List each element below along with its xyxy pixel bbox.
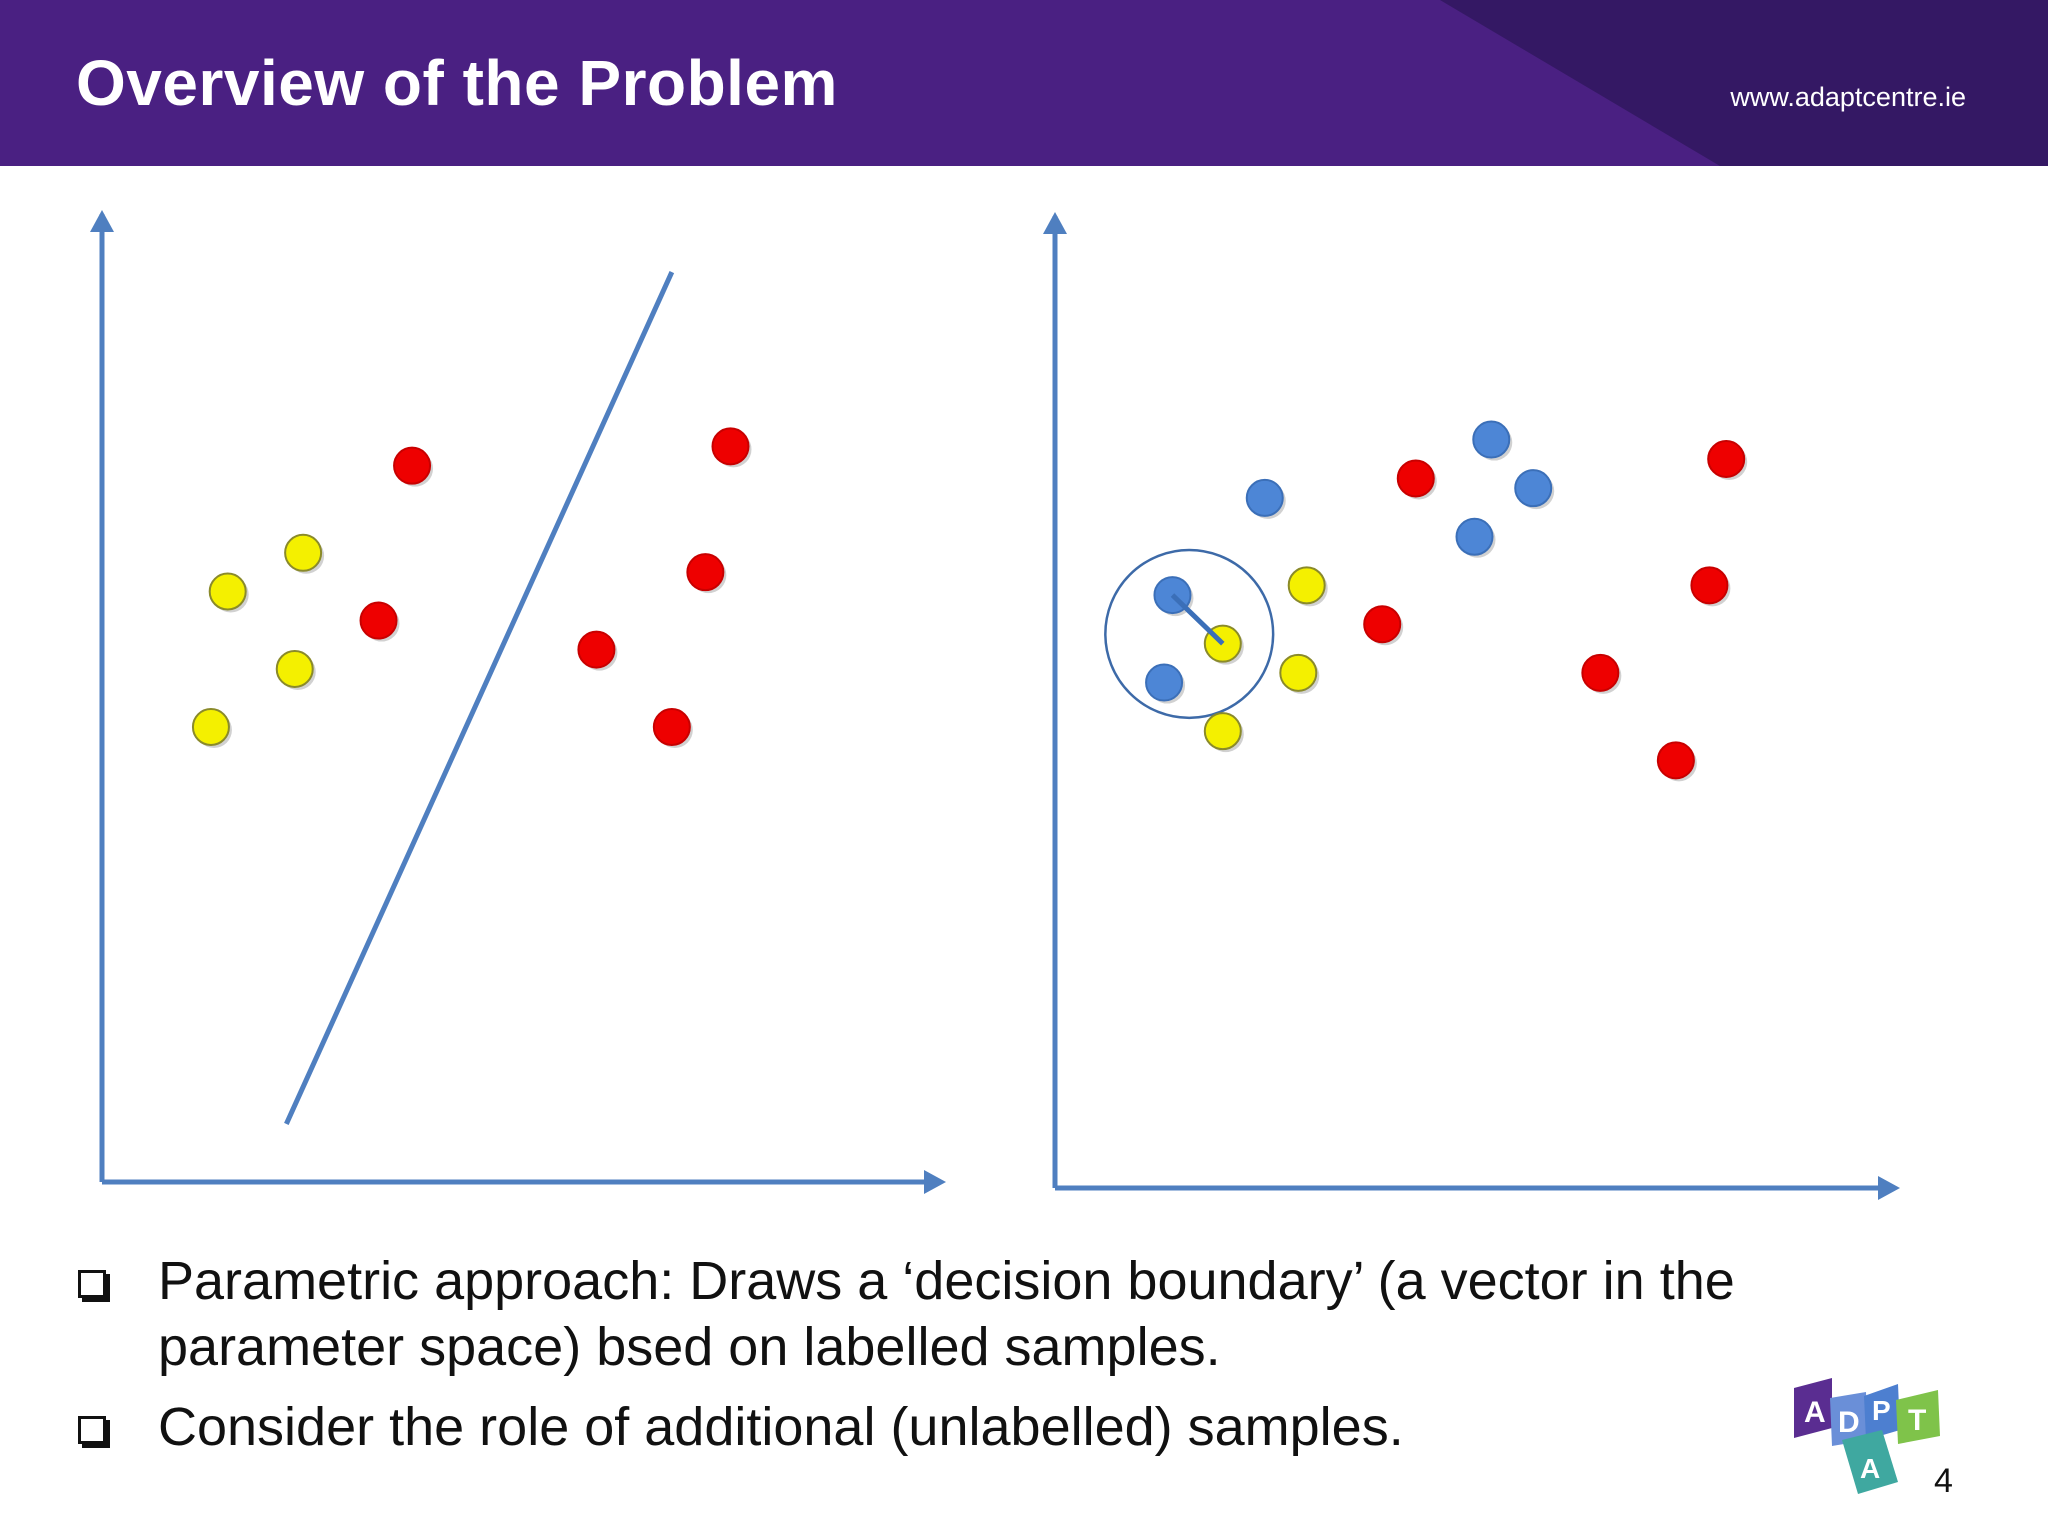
logo-letter: T [1908,1404,1927,1437]
bullet-text: Parametric approach: Draws a ‘decision boundary’ (a vector in the parameter space) bsed on labelled samples. [158,1251,1735,1377]
data-point-blue [1473,422,1509,458]
checkbox-bullet-icon [78,1270,106,1298]
semi-supervised-scatter-plot [0,190,2048,1220]
bullet-list [76,1248,1796,1474]
neighborhood-circle [1105,550,1273,718]
data-point-yellow [1205,713,1241,749]
data-point-blue [1457,519,1493,555]
website-url: www.adaptcentre.ie [1730,82,1966,112]
slide-title: Overview of the Problem [76,47,838,119]
bullet-item-parametric [76,1248,1796,1380]
page-number: 4 [1934,1462,1953,1500]
data-point-blue [1247,480,1283,516]
data-point-red [1582,655,1618,691]
data-point-red [1658,742,1694,778]
bullet-text: Consider the role of additional (unlabelled) samples. [158,1397,1404,1457]
y-axis [1043,212,1067,1188]
adapt-logo [1786,1370,2006,1500]
logo-letter: D [1838,1406,1860,1439]
logo-letter: A [1804,1396,1826,1429]
logo-letter: A [1860,1453,1881,1484]
data-point-yellow [1280,655,1316,691]
slide-header [0,0,2048,166]
data-point-yellow [1289,567,1325,603]
checkbox-bullet-icon [78,1416,106,1444]
logo-letter: P [1872,1395,1891,1426]
data-point-blue [1146,665,1182,701]
data-point-red [1398,460,1434,496]
data-point-blue [1515,470,1551,506]
data-point-red [1364,606,1400,642]
data-point-red [1691,567,1727,603]
nearest-neighbor-link [1172,595,1222,644]
bullet-item-unlabelled [76,1394,1796,1460]
data-point-red [1708,441,1744,477]
x-axis [1055,1176,1900,1200]
